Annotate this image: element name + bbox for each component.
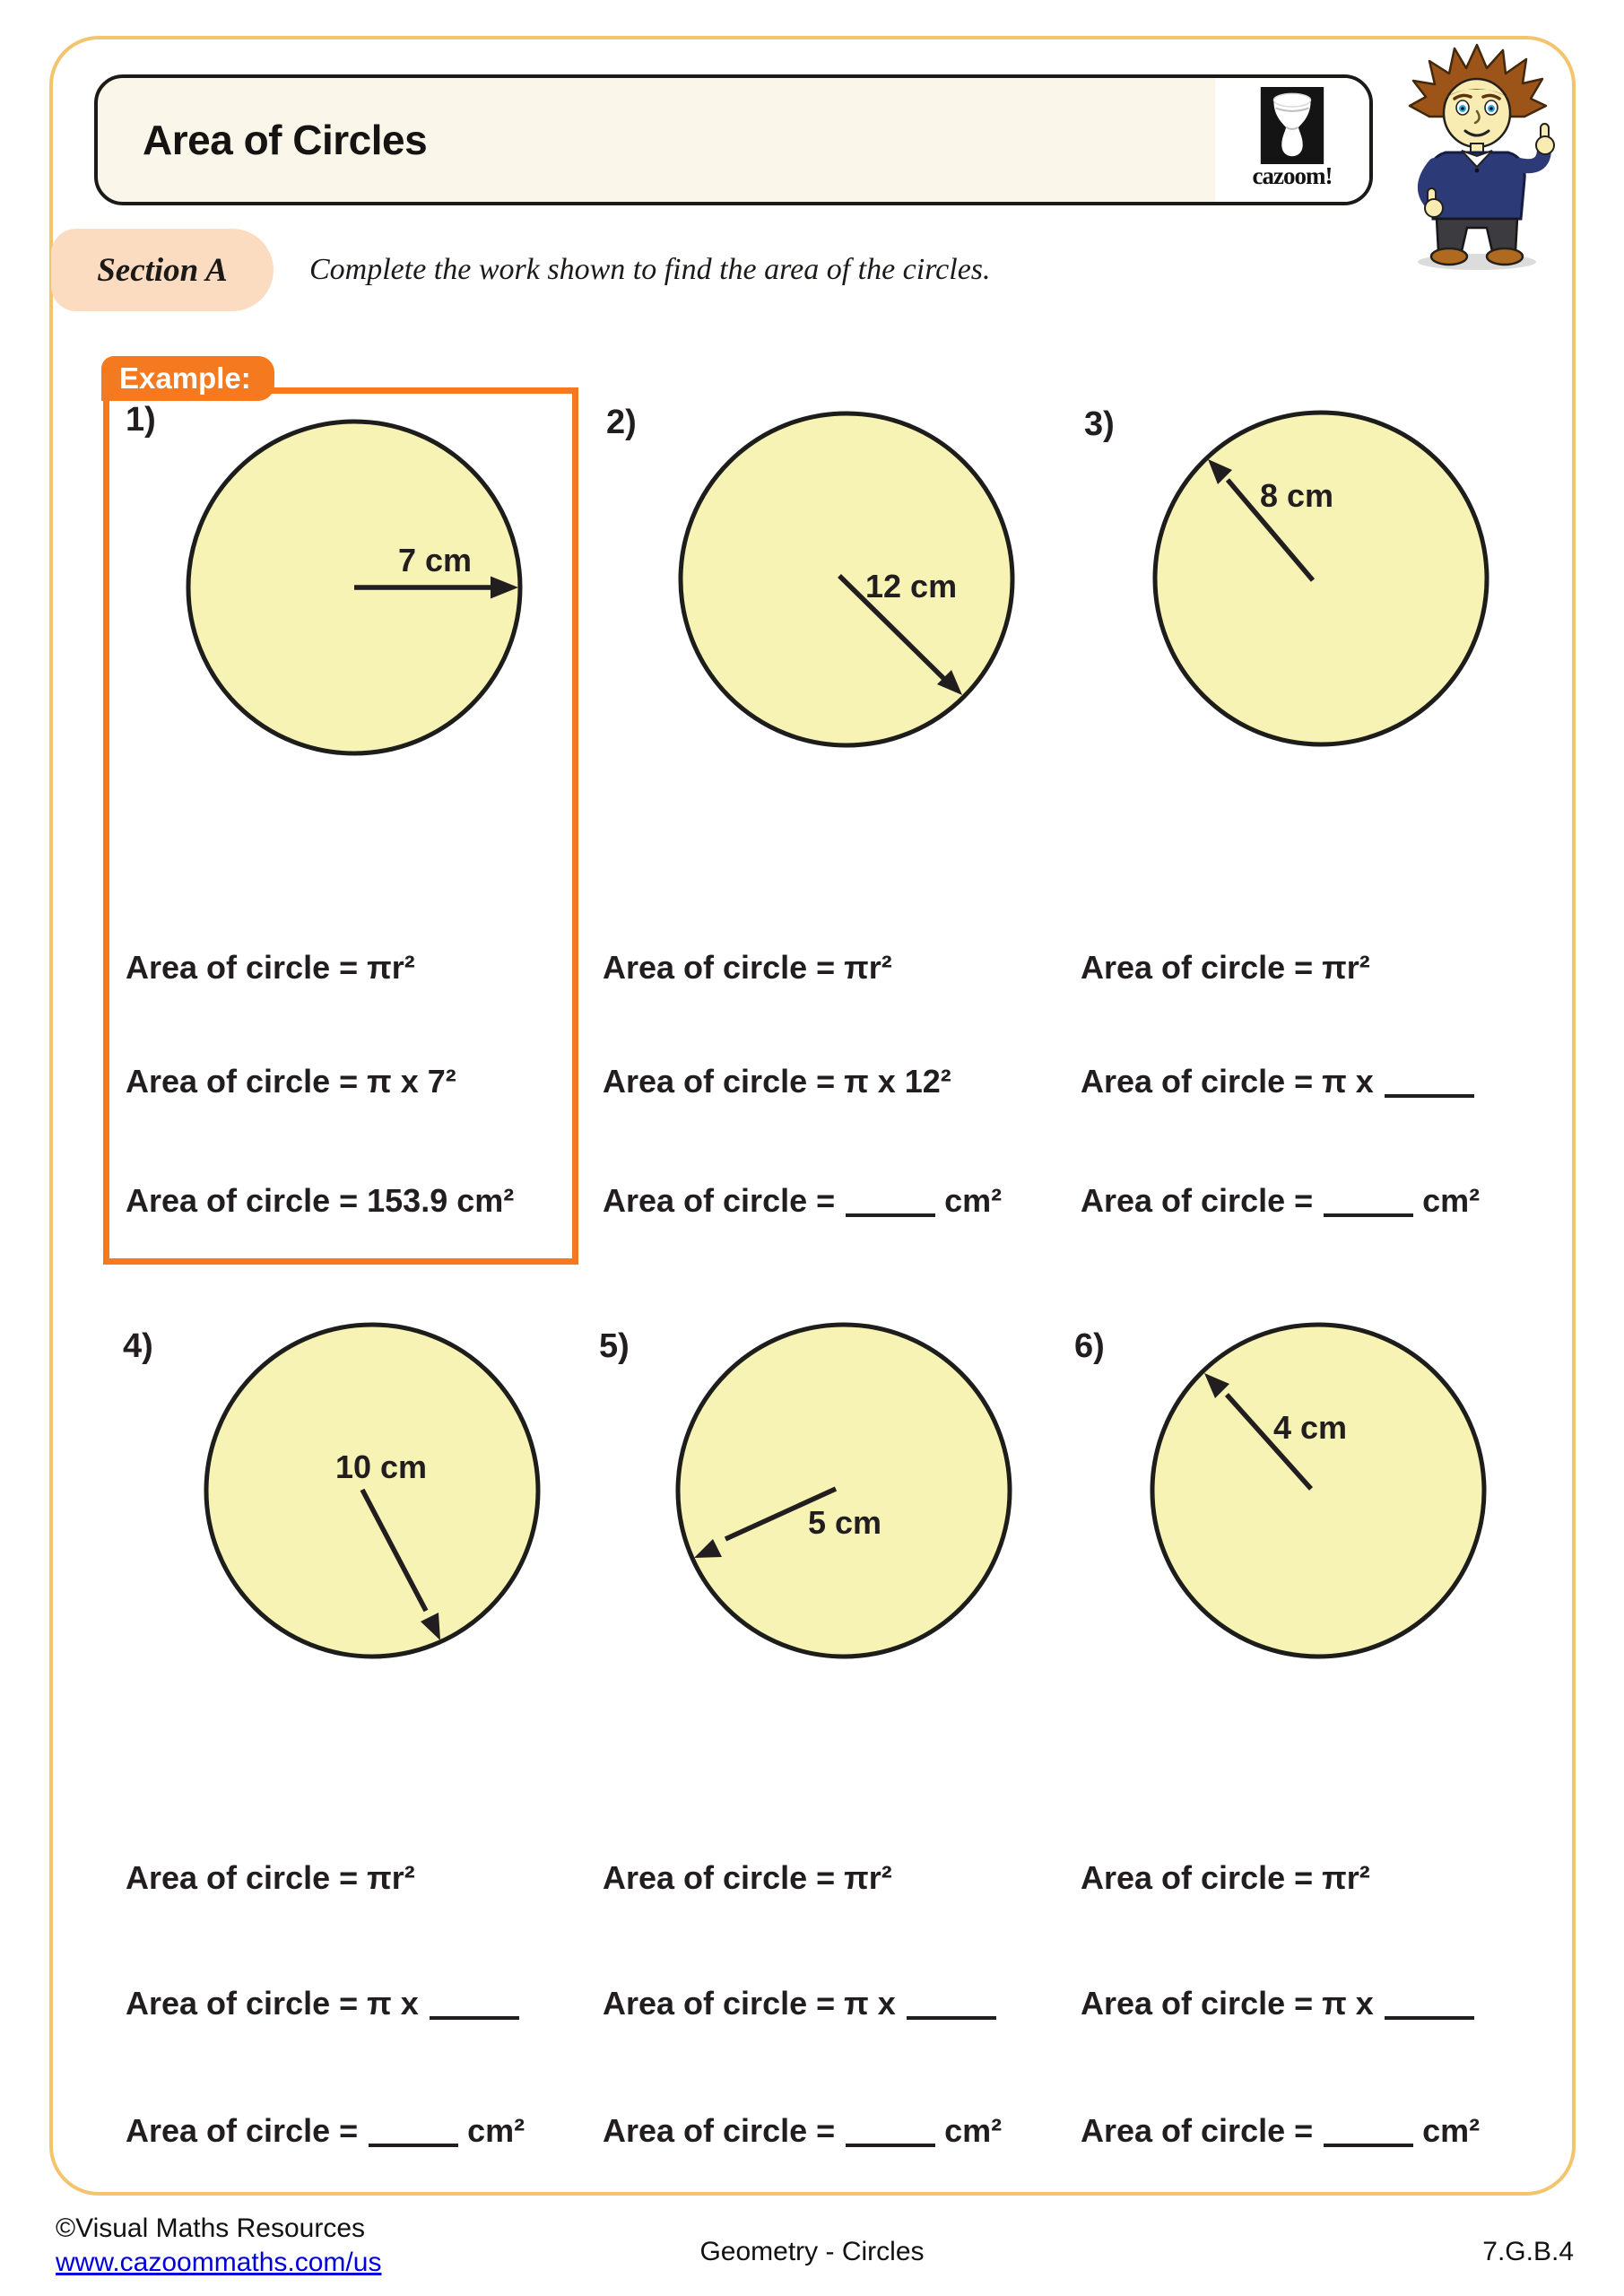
worksheet-header	[94, 74, 1373, 205]
problem-6-circle-figure	[1146, 1318, 1490, 1663]
answer-blank	[907, 2011, 996, 2020]
problem-2-work-line-1: Area of circle = πr²	[603, 949, 892, 986]
problem-5-work-line-1: Area of circle = πr²	[603, 1859, 892, 1896]
answer-blank	[1324, 1208, 1413, 1217]
section-a-badge	[51, 229, 274, 311]
problem-3-work-line-3: Area of circle = cm²	[1081, 1182, 1481, 1219]
problem-6-work-line-1: Area of circle = πr²	[1081, 1859, 1370, 1896]
problem-6-work-line-3: Area of circle = cm²	[1081, 2112, 1481, 2149]
drum-icon	[1260, 87, 1324, 164]
problem-4-work-line-2: Area of circle = π x	[126, 1985, 528, 2022]
footer-standard-code: 7.G.B.4	[1482, 2237, 1574, 2266]
problem-4-circle-figure	[200, 1318, 544, 1663]
problem-6-number: 6)	[1074, 1327, 1105, 1365]
answer-blank	[430, 2011, 519, 2020]
problem-2-work-line-2: Area of circle = π x 12²	[603, 1063, 951, 1100]
answer-blank	[1385, 1089, 1474, 1098]
boy-character-illustration	[1392, 43, 1562, 272]
answer-blank	[846, 1208, 935, 1217]
problem-2-circle-figure	[674, 407, 1019, 752]
footer-topic: Geometry - Circles	[699, 2237, 925, 2266]
problem-4-work-line-1: Area of circle = πr²	[126, 1859, 415, 1896]
problem-2-number: 2)	[606, 404, 637, 441]
problem-4-work-line-3: Area of circle = cm²	[126, 2112, 525, 2149]
problem-5-work-line-2: Area of circle = π x	[603, 1985, 1005, 2022]
radius-label: 10 cm	[334, 1448, 428, 1485]
problem-2-work-line-3: Area of circle = cm²	[603, 1182, 1003, 1219]
problem-5-circle-figure	[672, 1318, 1016, 1663]
problem-3-number: 3)	[1084, 405, 1115, 443]
problem-1-circle-figure	[182, 415, 526, 760]
problem-6-work-line-2: Area of circle = π x	[1081, 1985, 1483, 2022]
problem-1-work-line-3: Area of circle = 153.9 cm²	[126, 1182, 515, 1219]
problem-5-work-line-3: Area of circle = cm²	[603, 2112, 1003, 2149]
problem-4-number: 4)	[123, 1327, 153, 1365]
problem-3-circle-figure	[1149, 406, 1493, 751]
example-badge	[101, 356, 274, 401]
radius-label: 4 cm	[1273, 1409, 1348, 1446]
answer-blank	[1324, 2138, 1413, 2147]
radius-label: 8 cm	[1260, 477, 1334, 514]
problem-3-work-line-1: Area of circle = πr²	[1081, 949, 1370, 986]
footer-website-link[interactable]: www.cazoommaths.com/us	[56, 2248, 382, 2277]
problem-1-work-line-1: Area of circle = πr²	[126, 949, 415, 986]
radius-label: 5 cm	[808, 1504, 882, 1541]
problem-1-work-line-2: Area of circle = π x 7²	[126, 1063, 456, 1100]
answer-blank	[369, 2138, 458, 2147]
problem-5-number: 5)	[599, 1327, 630, 1365]
answer-blank	[846, 2138, 935, 2147]
answer-blank	[1385, 2011, 1474, 2020]
instruction-text: Complete the work shown to find the area of the circles.	[309, 253, 991, 286]
cazoom-logo-card	[1215, 78, 1369, 202]
brand-wordmark: cazoom!	[1252, 162, 1333, 189]
footer-copyright: ©Visual Maths Resources	[56, 2213, 366, 2243]
page-title: Area of Circles	[143, 117, 428, 163]
problem-3-work-line-2: Area of circle = π x	[1081, 1063, 1483, 1100]
example-label: Example:	[119, 361, 251, 395]
problem-1-number: 1)	[126, 401, 156, 439]
radius-label: 12 cm	[865, 568, 958, 604]
section-a-label: Section A	[97, 251, 228, 289]
radius-label: 7 cm	[397, 542, 473, 578]
